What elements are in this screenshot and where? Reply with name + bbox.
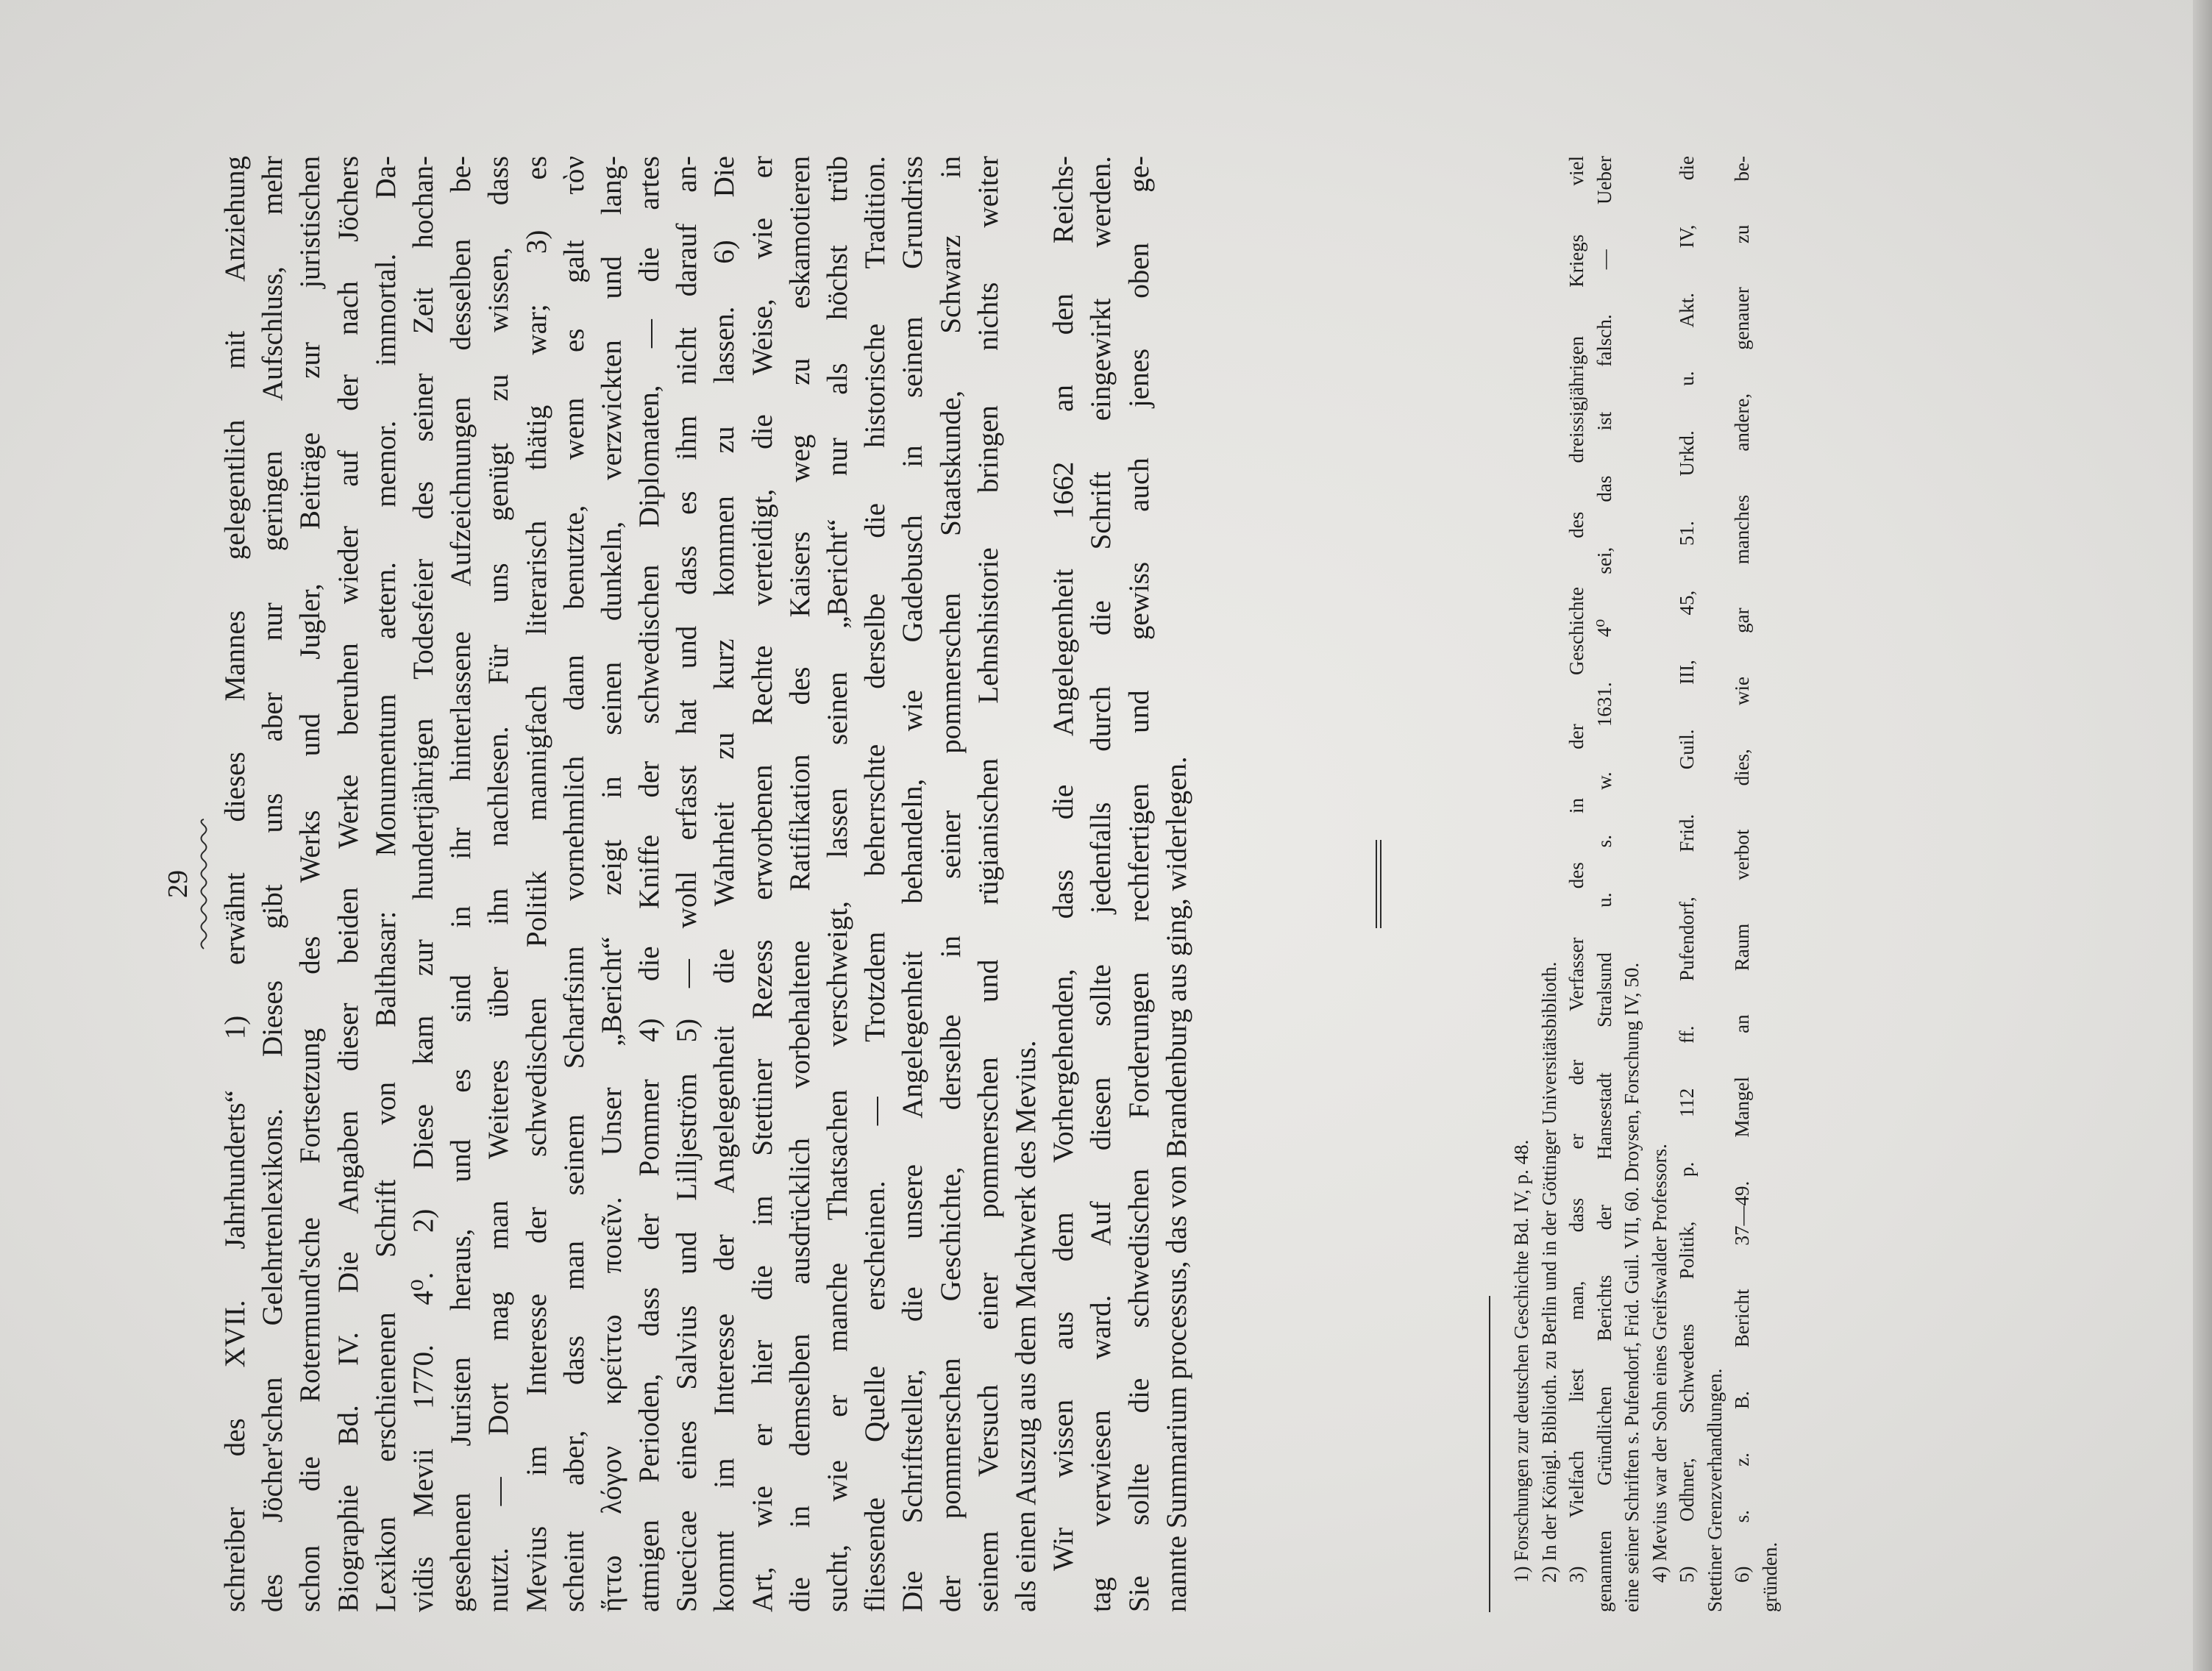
text-line: Biographie Bd. IV. Die Angaben dieser beiden Werke beruhen wieder auf der nach Jöchers [332,156,364,1612]
text-line: fliessende Quelle erscheinen. — Trotzdem beherrschte derselbe die historische Tradition. [859,156,892,1612]
text-line: Art, wie er hier die im Stettiner Rezess erworbenen Rechte verteidigt, die Weise, wie er [746,156,778,1612]
text-line: Sie sollte die schwedischen Forderungen rechfertigen und gewiss auch jenes oben ge- [1123,156,1155,1612]
footnote-rule [1489,1296,1490,1612]
text-line: Lexikon erschienenen Schrift von Balthasar: Monumentum aetern. memor. immortal. Da- [369,156,402,1612]
text-line: Mevius im Interesse der schwedischen Politik mannigfach literarisch thätig war; 3) es [520,156,552,1612]
footnote-line: 1) Forschungen zur deutschen Geschichte Bd. IV, p. 48. [1510,1139,1532,1583]
text-line: gesehenen Juristen heraus, und es sind in ihr hinterlassene Aufzeichnungen desselben be- [445,156,477,1612]
text-line: atmigen Perioden, dass der Pommer 4) die Kniffe der schwedischen Diplomaten, — die artes [633,156,666,1612]
text-line: Die Schriftsteller, die unsere Angelegenheit behandeln, wie Gadebusch in seinem Grundriss [897,156,929,1612]
text-line: seinem Versuch einer pommerschen und rügianischen Lehnshistorie bringen nichts weiter [972,156,1004,1612]
footnote-line: gründen. [1758,1542,1781,1612]
text-line: nannte Summarium processus, das von Brandenburg aus ging, widerlegen. [1160,756,1192,1612]
footnote-line: genannten Gründlichen Berichts der Hansestadt Stralsund u. s. w. 1631. 4⁰ sei, das ist falsch. — Ueber [1593,156,1615,1612]
footnote-line: Stettiner Grenzverhandlungen. [1703,1368,1726,1612]
page-number: 29 [163,870,193,898]
text-line: vidis Mevii 1770. 4⁰. 2) Diese kam zur hundertjährigen Todesfeier des seiner Zeit hochan- [407,156,439,1612]
footnote-line: 3) Vielfach liest man, dass er der Verfasser des in der Geschichte des dreissigjährigen Kriegs viel [1565,156,1587,1583]
text-line: kommt im Interesse der Angelegenheit die Wahrheit zu kurz kommen zu lassen. 6) Die [708,156,741,1612]
text-line: sucht, wie er manche Thatsachen verschweigt, lassen seinen „Bericht“ nur als höchst trüb [822,156,853,1612]
wavy-ornament [197,818,210,950]
text-line: schreiber des XVII. Jahrhunderts“ 1) erwähnt dieses Mannes gelegentlich mit Anziehung [219,156,251,1612]
rotated-page [163,156,1781,1612]
text-line: der pommerschen Geschichte, derselbe in seiner pommerschen Staatskunde, Schwarz in [934,156,967,1612]
footnote-line: 2) In der Königl. Biblioth. zu Berlin und in der Göttinger Universitätsbiblioth. [1537,961,1560,1583]
text-line: Suecicae eines Salvius und Lilljeström 5) — wohl erfasst hat und dass es ihm nicht darauf an- [671,156,703,1612]
text-line: ἥττω λόγον κρείττω ποιεῖν. Unser „Bericht“ zeigt in seinen dunkeln, verzwickten und lang- [595,156,627,1612]
text-line: scheint aber, dass man seinem Scharfsinn vornehmlich dann benutzte, wenn es galt τὸν [558,156,590,1612]
text-line: tag verwiesen ward. Auf diesen sollte jedenfalls durch die Schrift eingewirkt werden. [1085,156,1117,1612]
text-line: die in demselben ausdrücklich vorbehaltene Ratifikation des Kaisers weg zu eskamotieren [783,156,816,1612]
footnote-line: eine seiner Schriften s. Pufendorf, Frid. Guil. VII, 60. Droysen, Forschung IV, 50. [1621,962,1643,1612]
page-edge-shadow [2193,0,2212,1671]
footnote-line: 6) s. z. B. Bericht 37—49. Mangel an Raum verbot dies, wie gar manches andere, genauer zu be- [1731,156,1753,1583]
text-line: schon die Rotermund'sche Fortsetzung des Werks und Jugler, Beiträge zur juristischen [294,156,327,1612]
text-line: Wir wissen aus dem Vorhergehenden, dass die Angelegenheit 1662 an den Reichs- [1048,156,1080,1571]
text-line: nutzt. — Dort mag man Weiteres über ihn nachlesen. Für uns genügt zu wissen, dass [483,156,515,1612]
footnote-line: 5) Odhner, Schwedens Politik, p. 112 ff. Pufendorf, Frid. Guil. III, 45, 51. Urkd. u. Akt. IV, die [1676,156,1698,1583]
footnotes [1508,156,1784,1612]
text-line: als einen Auszug aus dem Machwerk des Mevius. [1009,1040,1042,1612]
text-line: des Jöcher'schen Gelehrtenlexikons. Dieses gibt uns aber nur geringen Aufschluss, mehr [257,156,289,1612]
section-divider [1376,840,1381,928]
footnote-line: 4) Mevius war der Sohn eines Greifswalder Professors. [1648,1144,1671,1583]
main-text [216,156,1195,1612]
